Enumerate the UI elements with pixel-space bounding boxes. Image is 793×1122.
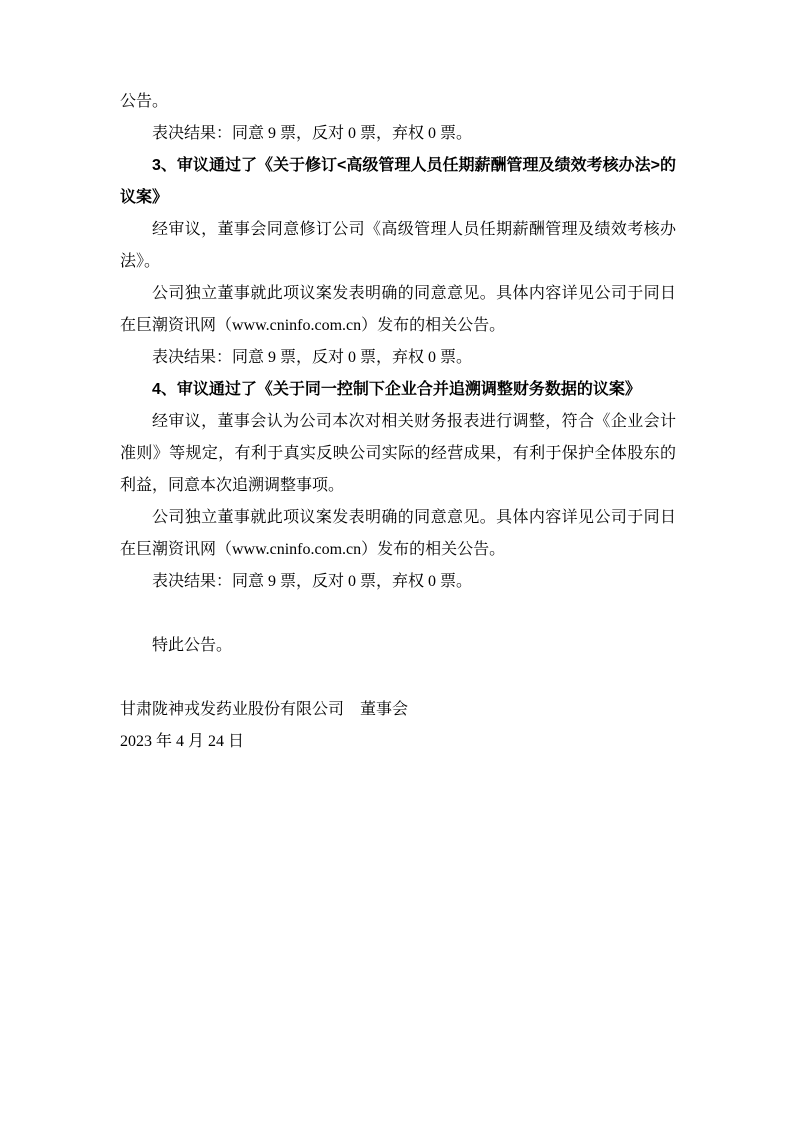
item4-heading: 4、审议通过了《关于同一控制下企业合并追溯调整财务数据的议案》 [152, 381, 641, 398]
signature-company: 甘肃陇神戎发药业股份有限公司 董事会 [120, 701, 409, 718]
item3-vote-result: 表决结果：同意 9 票，反对 0 票，弃权 0 票。 [152, 349, 473, 366]
item3-heading: 3、审议通过了《关于修订<高级管理人员任期薪酬管理及绩效考核办法>的议案》 [120, 157, 676, 206]
vote-result-item2: 表决结果：同意 9 票，反对 0 票，弃权 0 票。 [152, 125, 473, 142]
item4-independent-opinion: 公司独立董事就此项议案发表明确的同意意见。具体内容详见公司于同日在巨潮资讯网（www.cninfo.com.cn）发布的相关公告。 [120, 509, 676, 558]
closing-statement: 特此公告。 [152, 637, 233, 654]
item3-independent-opinion: 公司独立董事就此项议案发表明确的同意意见。具体内容详见公司于同日在巨潮资讯网（www.cninfo.com.cn）发布的相关公告。 [120, 285, 676, 334]
item3-resolution: 经审议，董事会同意修订公司《高级管理人员任期薪酬管理及绩效考核办法》。 [120, 221, 676, 270]
blank-line [120, 662, 676, 694]
item4-vote-result: 表决结果：同意 9 票，反对 0 票，弃权 0 票。 [152, 573, 473, 590]
item4-resolution: 经审议，董事会认为公司本次对相关财务报表进行调整，符合《企业会计准则》等规定，有利于真实反映公司实际的经营成果，有利于保护全体股东的利益，同意本次追溯调整事项。 [120, 413, 676, 494]
signature-date: 2023 年 4 月 24 日 [120, 733, 245, 750]
paragraph-continuation: 公告。 [120, 93, 169, 110]
blank-line [120, 598, 676, 630]
